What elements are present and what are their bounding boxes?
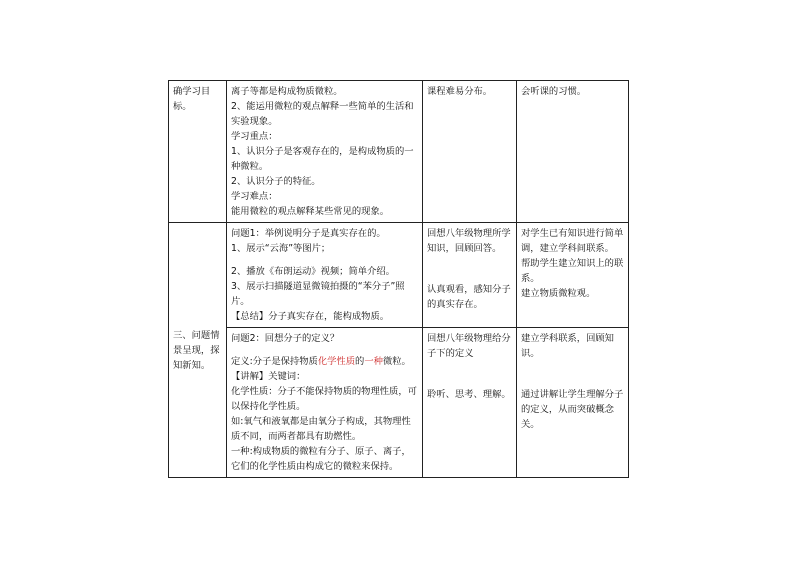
design-intent-cell [517,81,629,223]
table-row [169,81,629,223]
definition-suffix: 微粒。 [382,356,411,367]
content-line: 【总结】分子真实存在，能构成物质。 [231,311,390,322]
design-intent-cell [517,328,629,478]
student-line: 课程难易分布。 [427,86,493,97]
lesson-plan-table [168,80,629,478]
spacer [521,361,624,387]
content-line: 2、播放《布朗运动》视频；简单介绍。 [231,266,395,277]
content-line: 2、认识分子的特征。 [231,176,321,187]
definition-line [231,354,418,369]
student-activity-cell [423,81,517,223]
intent-line: 建立物质微粒观。 [521,288,596,299]
spacer [427,361,512,387]
content-line: 问题1：举例说明分子是真实存在的。 [231,228,386,239]
spacer [427,256,512,282]
student-activity-cell [423,328,517,478]
definition-prefix: 定义:分子是保持物质 [231,356,318,367]
stage-text: 三、问题情景呈现，探知新知。 [173,329,220,371]
content-line: 能用微粒的观点解释某些常见的现象。 [231,206,390,217]
stage-cell [169,81,227,223]
intent-line: 建立学科联系，回顾知识。 [521,333,614,359]
definition-mid: 的 [355,356,365,367]
question-line: 问题2：回想分子的定义？ [231,333,340,344]
student-line: 回想八年级物理所学知识，回顾回答。 [427,228,511,254]
intent-line: 会听课的习惯。 [521,86,587,97]
content-cell [227,223,423,328]
content-line: 2、能运用微粒的观点解释一些简单的生活和实验现象。 [231,101,414,127]
content-line: 1、认识分子是客观存在的，是构成物质的一种微粒。 [231,146,414,172]
spacer [231,256,418,264]
table-row [169,328,629,478]
content-line: 化学性质：分子不能保持物质的物理性质，可以保持化学性质。 [231,386,417,412]
intent-line: 对学生已有知识进行简单调，建立学科间联系。 [521,228,624,254]
student-line: 聆听、思考、理解。 [427,389,511,400]
content-line: 学习难点： [231,191,278,202]
content-cell [227,328,423,478]
content-line: 1、展示“云海”等图片； [231,243,331,254]
content-line: 3、展示扫描隧道显微镜拍摄的“苯分子”照片。 [231,281,405,307]
design-intent-cell [517,223,629,328]
intent-line: 通过讲解让学生理解分子的定义，从而突破概念关。 [521,389,624,430]
student-line: 认真观看，感知分子的真实存在。 [427,284,511,310]
stage-text: 确学习目标。 [173,86,211,112]
definition-keyword: 一种 [364,356,383,367]
content-line: 如:氧气和液氧都是由氧分子构成，其物理性质不同，而两者都具有助燃性。 [231,416,411,442]
spacer [231,346,418,354]
student-line: 回想八年级物理给分子下的定义 [427,333,511,359]
content-cell [227,81,423,223]
content-line: 一种:构成物质的微粒有分子、原子、离子，它们的化学性质由构成它的微粒来保持。 [231,446,411,472]
stage-cell [169,223,227,478]
table-row [169,223,629,328]
content-line: 离子等都是构成物质微粒。 [231,86,343,97]
definition-keyword: 化学性质 [317,356,356,367]
student-activity-cell [423,223,517,328]
content-line: 学习重点： [231,131,278,142]
content-line: 【讲解】关键词： [231,371,306,382]
intent-line: 帮助学生建立知识上的联系。 [521,258,624,284]
